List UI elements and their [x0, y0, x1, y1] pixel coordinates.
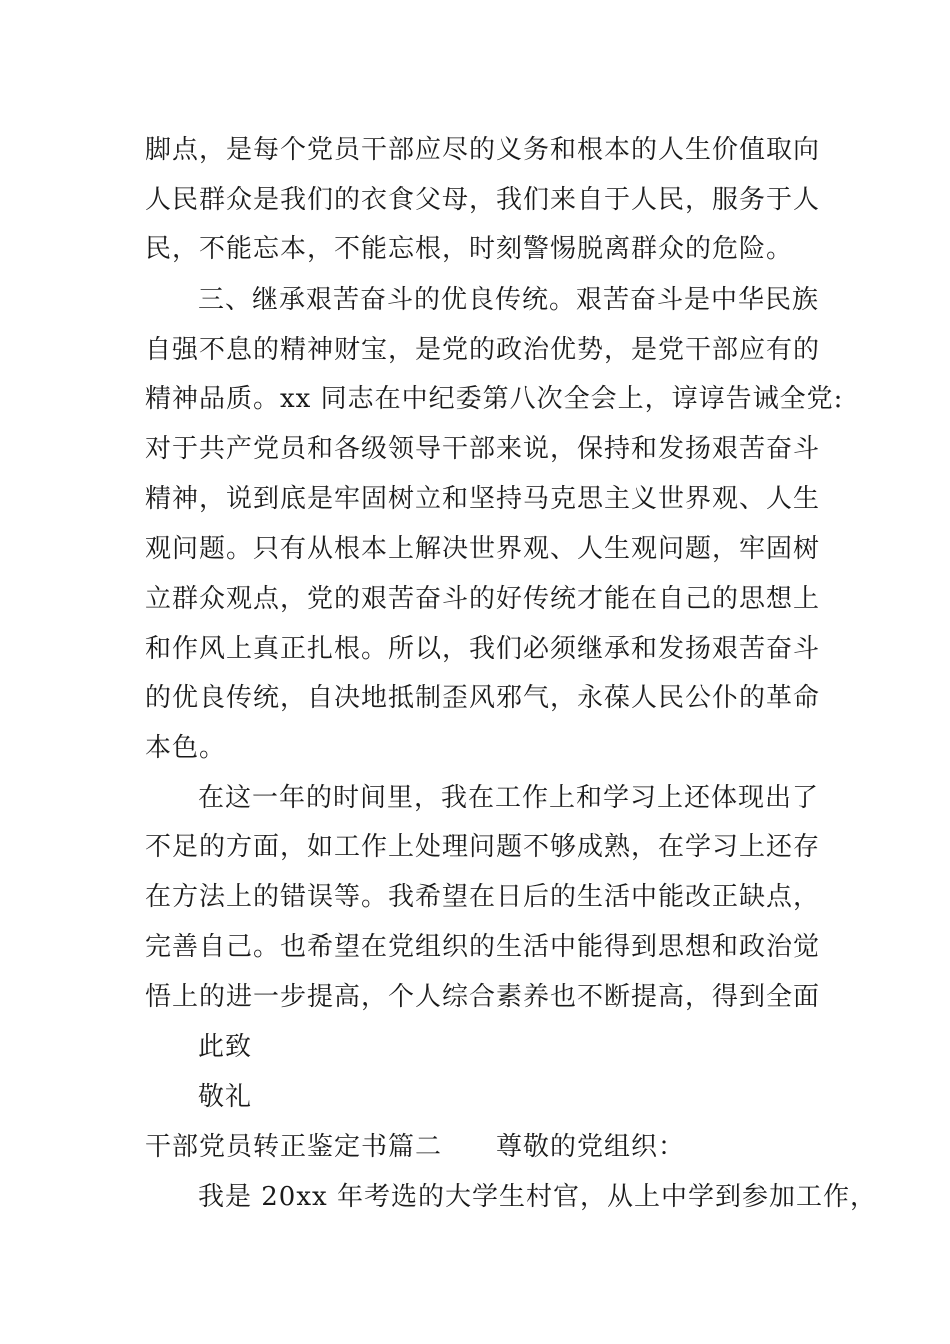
body-line-13: 本色。 — [145, 733, 227, 763]
body-line-10: 立群众观点，党的艰苦奋斗的好传统才能在自己的思想上 — [145, 584, 821, 614]
section-title-line: 干部党员转正鉴定书篇二 尊敬的党组织： — [145, 1132, 686, 1162]
body-line-1: 脚点，是每个党员干部应尽的义务和根本的人生价值取向 — [145, 135, 821, 165]
section-three-heading-line: 三、继承艰苦奋斗的优良传统。艰苦奋斗是中华民族 — [198, 285, 820, 315]
body-line-5: 自强不息的精神财宝，是党的政治优势，是党干部应有的 — [145, 335, 821, 365]
body-line-11: 和作风上真正扎根。所以，我们必须继承和发扬艰苦奋斗 — [145, 634, 821, 664]
body-line-12: 的优良传统，自决地抵制歪风邪气，永葆人民公仆的革命 — [145, 683, 821, 713]
body-line-22: 我是 20xx 年考选的大学生村官，从上中学到参加工作， — [198, 1182, 877, 1212]
body-line-17: 完善自己。也希望在党组织的生活中能得到思想和政治觉 — [145, 932, 821, 962]
body-line-8: 精神，说到底是牢固树立和坚持马克思主义世界观、人生 — [145, 484, 821, 514]
closing-jingli: 敬礼 — [198, 1082, 253, 1112]
body-line-18: 悟上的进一步提高，个人综合素养也不断提高，得到全面 — [145, 982, 821, 1012]
closing-cizhi: 此致 — [198, 1032, 253, 1062]
body-line-15: 不足的方面，如工作上处理问题不够成熟，在学习上还存 — [145, 832, 821, 862]
body-line-3: 民，不能忘本，不能忘根，时刻警惕脱离群众的危险。 — [145, 234, 794, 264]
body-line-9: 观问题。只有从根本上解决世界观、人生观问题，牢固树 — [145, 534, 821, 564]
body-line-6: 精神品质。xx 同志在中纪委第八次全会上，谆谆告诫全党: — [145, 384, 844, 414]
body-line-16: 在方法上的错误等。我希望在日后的生活中能改正缺点， — [145, 882, 821, 912]
body-line-7: 对于共产党员和各级领导干部来说，保持和发扬艰苦奋斗 — [145, 434, 821, 464]
paragraph-start-line: 在这一年的时间里，我在工作上和学习上还体现出了 — [198, 783, 820, 813]
body-line-2: 人民群众是我们的衣食父母，我们来自于人民，服务于人 — [145, 185, 821, 215]
